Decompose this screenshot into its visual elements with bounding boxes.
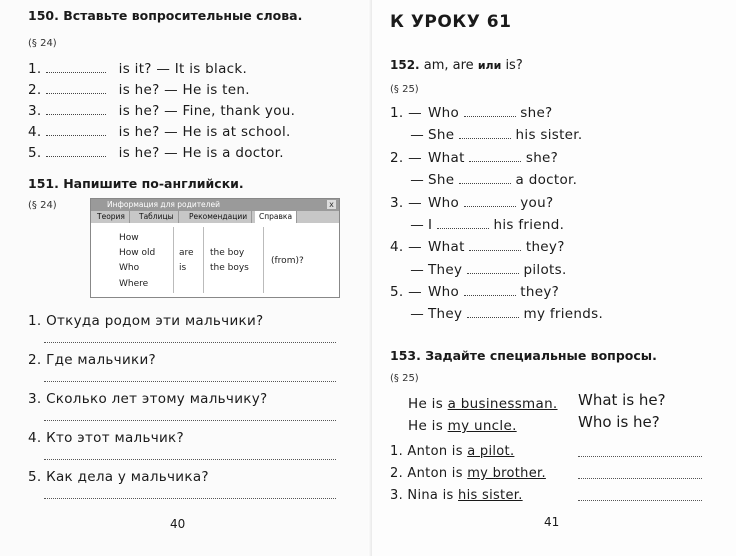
parents-info-window xyxy=(90,198,340,298)
line-number: 4. — xyxy=(390,239,422,255)
tab-recommendations[interactable]: Рекомендации xyxy=(185,211,252,223)
line-subject: They xyxy=(428,306,463,322)
question-item: 2. Где мальчики? xyxy=(28,352,157,368)
exercise-152-line xyxy=(390,305,603,322)
exercise-150-title: 150. Вставьте вопросительные слова. xyxy=(28,8,303,23)
question-item: 5. Как дела у мальчика? xyxy=(28,469,209,485)
tab-tables[interactable]: Таблицы xyxy=(135,211,179,223)
line-subject: What xyxy=(428,150,465,166)
line-number: 1. — xyxy=(390,105,422,121)
line-number: — xyxy=(410,306,424,322)
task-sentence xyxy=(390,488,523,503)
sentence-start: He is xyxy=(408,418,444,434)
example-sentence xyxy=(408,418,517,434)
divider xyxy=(203,227,204,293)
exercise-150-line xyxy=(28,81,250,98)
exercise-152-title xyxy=(390,58,523,73)
exercise-153-title: 153. Задайте специальные вопросы. xyxy=(390,348,657,363)
sentence-start: 2. Anton is xyxy=(390,466,463,481)
line-number: 2. xyxy=(28,82,42,98)
task-sentence xyxy=(390,444,514,459)
sentence-start: 3. Nina is xyxy=(390,488,454,503)
blank xyxy=(467,305,519,318)
blank xyxy=(464,194,516,207)
line-number: 5. — xyxy=(390,284,422,300)
line-subject: Who xyxy=(428,284,460,300)
line-number: — xyxy=(410,217,424,233)
page-number: 40 xyxy=(170,517,186,531)
table-cell: the boy xyxy=(210,248,245,258)
line-rest: a doctor. xyxy=(515,172,578,188)
tab-theory[interactable]: Теория xyxy=(93,211,130,223)
line-text: is he? — Fine, thank you. xyxy=(118,103,296,119)
table-cell: How xyxy=(119,233,139,243)
exercise-or: или xyxy=(477,59,502,72)
sentence-start: He is xyxy=(408,396,444,412)
underlined-part: his sister. xyxy=(458,488,523,503)
table-cell: Where xyxy=(119,279,149,289)
blank xyxy=(459,126,511,139)
table-cell: is xyxy=(179,263,187,273)
blank xyxy=(46,81,106,94)
line-number: — xyxy=(410,172,424,188)
line-rest: she? xyxy=(525,150,559,166)
line-number: 5. xyxy=(28,145,42,161)
underlined-part: a businessman. xyxy=(447,396,558,412)
page-number: 41 xyxy=(544,515,560,529)
question-item: 1. Откуда родом эти мальчики? xyxy=(28,313,264,329)
answer-line xyxy=(578,456,702,457)
exercise-152-line xyxy=(390,283,559,300)
line-rest: they? xyxy=(525,239,565,255)
line-rest: his sister. xyxy=(515,127,583,143)
answer-line xyxy=(44,420,336,421)
exercise-152-line xyxy=(390,261,567,278)
question-item: 3. Сколько лет этому мальчику? xyxy=(28,391,268,407)
divider xyxy=(173,227,174,293)
line-rest: they? xyxy=(520,284,560,300)
exercise-151-title: 151. Напишите по-английски. xyxy=(28,176,244,191)
line-number: 3. — xyxy=(390,195,422,211)
exercise-150-line xyxy=(28,123,291,140)
close-icon[interactable]: x xyxy=(327,200,336,209)
line-subject: What xyxy=(428,239,465,255)
tab-help[interactable]: Справка xyxy=(255,211,297,223)
divider xyxy=(263,227,264,293)
blank xyxy=(469,238,521,251)
answer-line xyxy=(44,498,336,499)
answer-line xyxy=(578,500,702,501)
blank xyxy=(467,261,519,274)
exercise-151-ref: (§ 24) xyxy=(28,200,57,211)
line-subject: She xyxy=(428,172,455,188)
line-text: is he? — He is at school. xyxy=(118,124,291,140)
task-sentence xyxy=(390,466,546,481)
example-question: What is he? xyxy=(578,391,666,409)
blank xyxy=(46,144,106,157)
line-subject: They xyxy=(428,262,463,278)
question-item: 4. Кто этот мальчик? xyxy=(28,430,184,446)
right-page xyxy=(372,0,736,556)
window-tabs xyxy=(91,211,339,223)
example-sentence xyxy=(408,396,558,412)
exercise-150-line xyxy=(28,60,247,77)
line-rest: you? xyxy=(520,195,554,211)
underlined-part: my brother. xyxy=(467,466,546,481)
blank xyxy=(437,216,489,229)
line-number: — xyxy=(410,127,424,143)
table-cell: are xyxy=(179,248,194,258)
table-cell: the boys xyxy=(210,263,249,273)
exercise-152-ref: (§ 25) xyxy=(390,84,419,95)
underlined-part: a pilot. xyxy=(467,444,515,459)
exercise-152-line xyxy=(390,171,577,188)
blank xyxy=(464,283,516,296)
exercise-152-line xyxy=(390,104,553,121)
exercise-153-ref: (§ 25) xyxy=(390,373,419,384)
line-subject: She xyxy=(428,127,455,143)
exercise-150-ref: (§ 24) xyxy=(28,38,57,49)
underlined-part: my uncle. xyxy=(447,418,517,434)
blank xyxy=(459,171,511,184)
sentence-start: 1. Anton is xyxy=(390,444,463,459)
line-text: is he? — He is a doctor. xyxy=(118,145,284,161)
answer-line xyxy=(44,342,336,343)
line-subject: I xyxy=(428,217,433,233)
blank xyxy=(46,102,106,115)
example-question: Who is he? xyxy=(578,413,660,431)
answer-line xyxy=(578,478,702,479)
line-subject: Who xyxy=(428,105,460,121)
line-number: 4. xyxy=(28,124,42,140)
line-text: is he? — He is ten. xyxy=(118,82,250,98)
window-title: Информация для родителей xyxy=(107,200,220,209)
line-rest: my friends. xyxy=(523,306,604,322)
lesson-heading: К УРОКУ 61 xyxy=(390,12,512,32)
blank xyxy=(46,123,106,136)
table-cell: Who xyxy=(119,263,140,273)
exercise-152-line xyxy=(390,238,565,255)
line-number: — xyxy=(410,262,424,278)
line-rest: his friend. xyxy=(493,217,565,233)
table-cell: How old xyxy=(119,248,156,258)
exercise-number: 152. xyxy=(390,58,420,72)
exercise-152-line xyxy=(390,194,553,211)
blank xyxy=(46,60,106,73)
line-subject: Who xyxy=(428,195,460,211)
answer-line xyxy=(44,381,336,382)
blank xyxy=(469,149,521,162)
line-rest: she? xyxy=(520,105,553,121)
exercise-150-line xyxy=(28,102,295,119)
exercise-152-line xyxy=(390,216,564,233)
line-number: 2. — xyxy=(390,150,422,166)
line-text: is it? — It is black. xyxy=(118,61,248,77)
table-cell: (from)? xyxy=(271,256,304,266)
answer-line xyxy=(44,459,336,460)
exercise-152-line xyxy=(390,126,582,143)
line-number: 1. xyxy=(28,61,42,77)
exercise-last-word: is? xyxy=(505,58,523,73)
blank xyxy=(464,104,516,117)
window-titlebar xyxy=(91,199,339,211)
exercise-150-line xyxy=(28,144,284,161)
line-rest: pilots. xyxy=(523,262,567,278)
exercise-152-line xyxy=(390,149,558,166)
line-number: 3. xyxy=(28,103,42,119)
exercise-words: am, are xyxy=(423,58,474,73)
